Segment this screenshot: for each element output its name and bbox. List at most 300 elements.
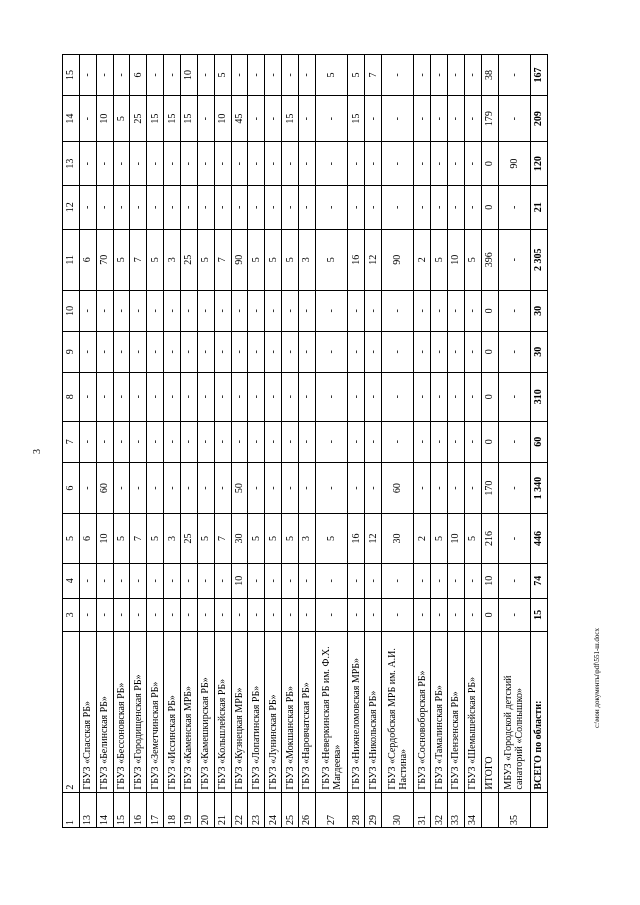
value-cell: - bbox=[431, 142, 448, 186]
column-header: 11 bbox=[63, 229, 80, 290]
value-cell: - bbox=[282, 598, 299, 631]
value-cell: 5 bbox=[113, 229, 130, 290]
value-cell: - bbox=[299, 185, 316, 229]
table-row bbox=[197, 55, 214, 828]
value-cell: - bbox=[464, 55, 481, 96]
value-cell: - bbox=[381, 55, 413, 96]
value-cell: - bbox=[147, 421, 164, 462]
page-number: 3 bbox=[32, 449, 43, 454]
value-cell: 2 305 bbox=[530, 229, 547, 290]
value-cell: - bbox=[181, 462, 198, 514]
value-cell: - bbox=[447, 290, 464, 331]
value-cell: - bbox=[498, 514, 530, 563]
table-row bbox=[147, 55, 164, 828]
institution-name-cell: ГБУЗ «Кузнецкая МРБ» bbox=[231, 631, 248, 792]
value-cell: - bbox=[265, 421, 282, 462]
row-number-cell: 29 bbox=[365, 792, 382, 827]
value-cell: - bbox=[348, 598, 365, 631]
value-cell: - bbox=[447, 421, 464, 462]
column-header: 10 bbox=[63, 290, 80, 331]
value-cell: 10 bbox=[181, 55, 198, 96]
row-number-cell: 25 bbox=[282, 792, 299, 827]
value-cell: - bbox=[265, 462, 282, 514]
value-cell: 10 bbox=[214, 95, 231, 141]
value-cell: - bbox=[164, 331, 181, 372]
column-header: 13 bbox=[63, 142, 80, 186]
value-cell: - bbox=[197, 185, 214, 229]
value-cell: - bbox=[248, 372, 265, 421]
column-header: 9 bbox=[63, 331, 80, 372]
value-cell: 5 bbox=[265, 229, 282, 290]
value-cell: - bbox=[414, 55, 431, 96]
value-cell: - bbox=[282, 462, 299, 514]
value-cell: - bbox=[130, 372, 147, 421]
value-cell: 30 bbox=[530, 331, 547, 372]
value-cell: - bbox=[464, 95, 481, 141]
value-cell: - bbox=[231, 185, 248, 229]
value-cell: 21 bbox=[530, 185, 547, 229]
value-cell: 179 bbox=[481, 95, 498, 141]
row-number-cell: 18 bbox=[164, 792, 181, 827]
value-cell: - bbox=[381, 142, 413, 186]
table-row bbox=[464, 55, 481, 828]
row-number-cell: 21 bbox=[214, 792, 231, 827]
value-cell: - bbox=[130, 185, 147, 229]
row-number-cell: 22 bbox=[231, 792, 248, 827]
value-cell: - bbox=[498, 372, 530, 421]
value-cell: - bbox=[231, 55, 248, 96]
row-number-cell: 13 bbox=[79, 792, 96, 827]
value-cell: 7 bbox=[214, 514, 231, 563]
value-cell: - bbox=[214, 421, 231, 462]
value-cell: - bbox=[79, 95, 96, 141]
value-cell: - bbox=[265, 55, 282, 96]
value-cell: 1 340 bbox=[530, 462, 547, 514]
value-cell: - bbox=[431, 598, 448, 631]
value-cell: - bbox=[282, 290, 299, 331]
value-cell: - bbox=[79, 563, 96, 598]
value-cell: - bbox=[197, 142, 214, 186]
value-cell: - bbox=[315, 462, 347, 514]
value-cell: 0 bbox=[481, 185, 498, 229]
value-cell: - bbox=[130, 142, 147, 186]
value-cell: - bbox=[147, 372, 164, 421]
value-cell: - bbox=[79, 462, 96, 514]
value-cell: 45 bbox=[231, 95, 248, 141]
value-cell: 10 bbox=[447, 229, 464, 290]
column-header: 7 bbox=[63, 421, 80, 462]
institution-name-cell: ВСЕГО по области: bbox=[530, 631, 547, 792]
institution-name-cell: ГБУЗ «Нижнеломовская МРБ» bbox=[348, 631, 365, 792]
value-cell: 15 bbox=[530, 598, 547, 631]
value-cell: - bbox=[464, 290, 481, 331]
value-cell: - bbox=[464, 142, 481, 186]
value-cell: - bbox=[164, 290, 181, 331]
value-cell: - bbox=[447, 95, 464, 141]
institution-name-cell: ГБУЗ «Спасская РБ» bbox=[79, 631, 96, 792]
value-cell: 5 bbox=[315, 55, 347, 96]
institution-name-cell: ГБУЗ «Лунинская РБ» bbox=[265, 631, 282, 792]
institution-name-cell: ГБУЗ «Мокшанская РБ» bbox=[282, 631, 299, 792]
value-cell: - bbox=[130, 421, 147, 462]
value-cell: - bbox=[414, 563, 431, 598]
value-cell: - bbox=[282, 563, 299, 598]
value-cell: - bbox=[248, 290, 265, 331]
table-row bbox=[96, 55, 113, 828]
value-cell: - bbox=[147, 142, 164, 186]
value-cell: - bbox=[96, 421, 113, 462]
table-row bbox=[414, 55, 431, 828]
value-cell: - bbox=[164, 142, 181, 186]
row-number-cell: 30 bbox=[381, 792, 413, 827]
value-cell: - bbox=[265, 95, 282, 141]
value-cell: 446 bbox=[530, 514, 547, 563]
value-cell: - bbox=[113, 598, 130, 631]
value-cell: - bbox=[96, 331, 113, 372]
value-cell: - bbox=[214, 598, 231, 631]
value-cell: - bbox=[447, 55, 464, 96]
value-cell: - bbox=[365, 95, 382, 141]
value-cell: 170 bbox=[481, 462, 498, 514]
value-cell: 10 bbox=[96, 514, 113, 563]
value-cell: - bbox=[147, 563, 164, 598]
value-cell: 30 bbox=[231, 514, 248, 563]
value-cell: - bbox=[197, 372, 214, 421]
institution-name-cell: ИТОГО bbox=[481, 631, 498, 792]
value-cell: - bbox=[79, 421, 96, 462]
value-cell: 7 bbox=[130, 514, 147, 563]
institution-name-cell: ГБУЗ «Наровчатская РБ» bbox=[299, 631, 316, 792]
institution-name-cell: ГБУЗ «Сосновоборская РБ» bbox=[414, 631, 431, 792]
value-cell: - bbox=[231, 372, 248, 421]
value-cell: 10 bbox=[231, 563, 248, 598]
row-number-cell: 32 bbox=[431, 792, 448, 827]
table-row bbox=[282, 55, 299, 828]
value-cell: - bbox=[197, 563, 214, 598]
institution-name-cell: ГБУЗ «Земетчинская РБ» bbox=[147, 631, 164, 792]
value-cell: - bbox=[365, 185, 382, 229]
value-cell: 5 bbox=[282, 514, 299, 563]
value-cell: - bbox=[164, 372, 181, 421]
value-cell: 5 bbox=[464, 514, 481, 563]
value-cell: - bbox=[197, 462, 214, 514]
value-cell: - bbox=[299, 598, 316, 631]
value-cell: - bbox=[299, 372, 316, 421]
value-cell: - bbox=[315, 185, 347, 229]
value-cell: - bbox=[431, 563, 448, 598]
value-cell: - bbox=[164, 55, 181, 96]
value-cell: 5 bbox=[431, 514, 448, 563]
value-cell: - bbox=[181, 563, 198, 598]
value-cell: - bbox=[113, 290, 130, 331]
value-cell: - bbox=[248, 142, 265, 186]
value-cell: - bbox=[248, 421, 265, 462]
value-cell: - bbox=[414, 290, 431, 331]
value-cell: - bbox=[113, 331, 130, 372]
value-cell: - bbox=[248, 462, 265, 514]
institution-name-cell: ГБУЗ «Белинская РБ» bbox=[96, 631, 113, 792]
value-cell: - bbox=[79, 185, 96, 229]
value-cell: - bbox=[464, 372, 481, 421]
value-cell: - bbox=[447, 462, 464, 514]
value-cell: - bbox=[431, 55, 448, 96]
value-cell: - bbox=[348, 372, 365, 421]
value-cell: 10 bbox=[96, 95, 113, 141]
value-cell: - bbox=[231, 290, 248, 331]
value-cell: 2 bbox=[414, 229, 431, 290]
value-cell: - bbox=[498, 563, 530, 598]
value-cell: - bbox=[365, 421, 382, 462]
value-cell: - bbox=[282, 55, 299, 96]
value-cell: - bbox=[181, 331, 198, 372]
value-cell: - bbox=[315, 331, 347, 372]
value-cell: - bbox=[282, 421, 299, 462]
row-number-cell: 34 bbox=[464, 792, 481, 827]
table-row bbox=[431, 55, 448, 828]
institution-name-cell: ГБУЗ «Городищенская РБ» bbox=[130, 631, 147, 792]
value-cell: - bbox=[498, 462, 530, 514]
table-row bbox=[214, 55, 231, 828]
value-cell: 5 bbox=[214, 55, 231, 96]
value-cell: 30 bbox=[530, 290, 547, 331]
value-cell: - bbox=[414, 95, 431, 141]
value-cell: - bbox=[348, 563, 365, 598]
value-cell: 5 bbox=[282, 229, 299, 290]
value-cell: - bbox=[231, 331, 248, 372]
table-row bbox=[315, 55, 347, 828]
value-cell: - bbox=[265, 290, 282, 331]
value-cell: - bbox=[299, 331, 316, 372]
value-cell: - bbox=[197, 421, 214, 462]
value-cell: - bbox=[147, 598, 164, 631]
value-cell: - bbox=[464, 331, 481, 372]
value-cell: 5 bbox=[248, 229, 265, 290]
value-cell: 25 bbox=[181, 229, 198, 290]
value-cell: - bbox=[113, 421, 130, 462]
value-cell: - bbox=[365, 142, 382, 186]
value-cell: 0 bbox=[481, 598, 498, 631]
institution-name-cell: ГБУЗ «Шемышейская РБ» bbox=[464, 631, 481, 792]
value-cell: - bbox=[248, 598, 265, 631]
row-number-cell: 33 bbox=[447, 792, 464, 827]
value-cell: - bbox=[464, 462, 481, 514]
total-row bbox=[530, 55, 547, 828]
value-cell: - bbox=[96, 372, 113, 421]
value-cell: - bbox=[498, 421, 530, 462]
value-cell: - bbox=[147, 55, 164, 96]
value-cell: - bbox=[365, 462, 382, 514]
value-cell: - bbox=[164, 421, 181, 462]
table-body bbox=[63, 55, 548, 828]
value-cell: - bbox=[431, 290, 448, 331]
value-cell: - bbox=[447, 372, 464, 421]
value-cell: - bbox=[79, 372, 96, 421]
header-row bbox=[63, 55, 80, 828]
value-cell: 5 bbox=[265, 514, 282, 563]
value-cell: 5 bbox=[464, 229, 481, 290]
row-number-cell: 19 bbox=[181, 792, 198, 827]
table-container bbox=[62, 54, 548, 828]
value-cell: 5 bbox=[431, 229, 448, 290]
value-cell: - bbox=[248, 185, 265, 229]
value-cell: 16 bbox=[348, 514, 365, 563]
value-cell: 7 bbox=[130, 229, 147, 290]
value-cell: 0 bbox=[481, 290, 498, 331]
value-cell: - bbox=[197, 331, 214, 372]
row-number-cell: 16 bbox=[130, 792, 147, 827]
value-cell: - bbox=[431, 331, 448, 372]
value-cell: - bbox=[147, 185, 164, 229]
institution-name-cell: ГБУЗ «Лопатинская РБ» bbox=[248, 631, 265, 792]
value-cell: 216 bbox=[481, 514, 498, 563]
value-cell: - bbox=[265, 331, 282, 372]
value-cell: - bbox=[147, 462, 164, 514]
row-number-cell: 23 bbox=[248, 792, 265, 827]
table-row bbox=[248, 55, 265, 828]
row-number-cell bbox=[481, 792, 498, 827]
institution-name-cell: ГБУЗ «Никольская РБ» bbox=[365, 631, 382, 792]
institution-name-cell: ГБУЗ «Иссинская РБ» bbox=[164, 631, 181, 792]
value-cell: 0 bbox=[481, 421, 498, 462]
value-cell: - bbox=[282, 142, 299, 186]
value-cell: - bbox=[130, 462, 147, 514]
value-cell: - bbox=[381, 563, 413, 598]
value-cell: 6 bbox=[130, 55, 147, 96]
value-cell: 15 bbox=[282, 95, 299, 141]
value-cell: - bbox=[113, 462, 130, 514]
value-cell: - bbox=[348, 185, 365, 229]
value-cell: - bbox=[113, 55, 130, 96]
value-cell: 7 bbox=[214, 229, 231, 290]
value-cell: 16 bbox=[348, 229, 365, 290]
value-cell: - bbox=[365, 331, 382, 372]
value-cell: - bbox=[231, 598, 248, 631]
value-cell: - bbox=[498, 185, 530, 229]
value-cell: 60 bbox=[530, 421, 547, 462]
value-cell: - bbox=[431, 185, 448, 229]
value-cell: - bbox=[414, 331, 431, 372]
value-cell: - bbox=[113, 372, 130, 421]
value-cell: - bbox=[214, 563, 231, 598]
value-cell: - bbox=[265, 563, 282, 598]
value-cell: 5 bbox=[147, 514, 164, 563]
value-cell: 90 bbox=[381, 229, 413, 290]
value-cell: - bbox=[130, 331, 147, 372]
value-cell: - bbox=[464, 185, 481, 229]
value-cell: 90 bbox=[231, 229, 248, 290]
value-cell: 25 bbox=[130, 95, 147, 141]
value-cell: - bbox=[181, 598, 198, 631]
value-cell: - bbox=[447, 563, 464, 598]
value-cell: - bbox=[282, 185, 299, 229]
value-cell: - bbox=[431, 372, 448, 421]
value-cell: - bbox=[447, 142, 464, 186]
table-row bbox=[231, 55, 248, 828]
column-header: 2 bbox=[63, 631, 80, 792]
value-cell: - bbox=[181, 142, 198, 186]
value-cell: - bbox=[299, 55, 316, 96]
column-header: 5 bbox=[63, 514, 80, 563]
value-cell: - bbox=[113, 563, 130, 598]
institution-name-cell: ГБУЗ «Пензенская РБ» bbox=[447, 631, 464, 792]
value-cell: - bbox=[464, 598, 481, 631]
value-cell: - bbox=[96, 185, 113, 229]
column-header: 12 bbox=[63, 185, 80, 229]
value-cell: - bbox=[381, 95, 413, 141]
value-cell: - bbox=[299, 421, 316, 462]
value-cell: - bbox=[79, 55, 96, 96]
column-header: 8 bbox=[63, 372, 80, 421]
value-cell: - bbox=[348, 421, 365, 462]
value-cell: - bbox=[96, 563, 113, 598]
value-cell: 3 bbox=[299, 514, 316, 563]
value-cell: 70 bbox=[96, 229, 113, 290]
value-cell: - bbox=[96, 55, 113, 96]
value-cell: 5 bbox=[113, 514, 130, 563]
value-cell: - bbox=[315, 95, 347, 141]
value-cell: - bbox=[79, 290, 96, 331]
value-cell: - bbox=[79, 142, 96, 186]
value-cell: - bbox=[265, 142, 282, 186]
table-row bbox=[265, 55, 282, 828]
value-cell: 3 bbox=[164, 229, 181, 290]
value-cell: - bbox=[147, 331, 164, 372]
value-cell: - bbox=[96, 142, 113, 186]
value-cell: - bbox=[181, 290, 198, 331]
value-cell: 120 bbox=[530, 142, 547, 186]
value-cell: 5 bbox=[197, 229, 214, 290]
value-cell: 12 bbox=[365, 514, 382, 563]
value-cell: - bbox=[498, 229, 530, 290]
value-cell: 5 bbox=[315, 229, 347, 290]
value-cell: - bbox=[147, 290, 164, 331]
value-cell: - bbox=[299, 462, 316, 514]
value-cell: - bbox=[96, 598, 113, 631]
value-cell: - bbox=[197, 290, 214, 331]
institution-name-cell: ГБУЗ «Бессоновская РБ» bbox=[113, 631, 130, 792]
value-cell: - bbox=[79, 331, 96, 372]
value-cell: - bbox=[265, 372, 282, 421]
value-cell: - bbox=[431, 462, 448, 514]
value-cell: 5 bbox=[197, 514, 214, 563]
row-number-cell: 15 bbox=[113, 792, 130, 827]
value-cell: - bbox=[181, 185, 198, 229]
value-cell: - bbox=[414, 462, 431, 514]
value-cell: - bbox=[214, 462, 231, 514]
value-cell: - bbox=[265, 598, 282, 631]
value-cell: - bbox=[381, 421, 413, 462]
institution-name-cell: ГБУЗ «Каменская МРБ» bbox=[181, 631, 198, 792]
institution-name-cell: МБУЗ «Городской детский санаторий «Солнышко» bbox=[498, 631, 530, 792]
value-cell: 209 bbox=[530, 95, 547, 141]
value-cell: - bbox=[315, 598, 347, 631]
value-cell: - bbox=[414, 598, 431, 631]
value-cell: - bbox=[498, 598, 530, 631]
value-cell: - bbox=[315, 142, 347, 186]
value-cell: - bbox=[214, 185, 231, 229]
value-cell: 10 bbox=[447, 514, 464, 563]
value-cell: - bbox=[214, 372, 231, 421]
value-cell: - bbox=[130, 598, 147, 631]
value-cell: 60 bbox=[381, 462, 413, 514]
table-row bbox=[79, 55, 96, 828]
value-cell: 38 bbox=[481, 55, 498, 96]
value-cell: - bbox=[231, 142, 248, 186]
column-header: 6 bbox=[63, 462, 80, 514]
table-row bbox=[181, 55, 198, 828]
value-cell: 2 bbox=[414, 514, 431, 563]
row-number-cell: 26 bbox=[299, 792, 316, 827]
